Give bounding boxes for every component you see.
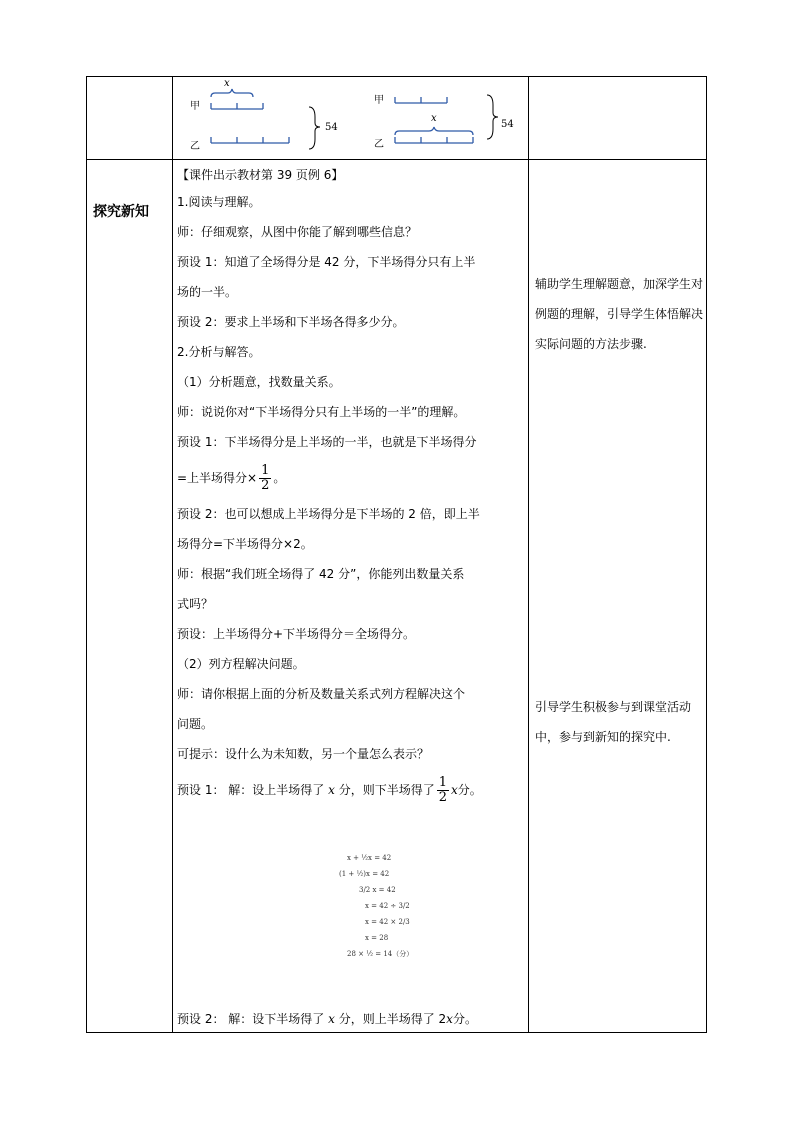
- text-segment: 预设 1： 解：设上半场得了: [177, 783, 325, 797]
- total-label: 54: [501, 119, 514, 130]
- fraction-numerator: 1: [261, 463, 270, 478]
- variable-x: x: [328, 1012, 335, 1026]
- fraction-one-half: [437, 776, 449, 805]
- text-line: 预设：上半场得分+下半场得分＝全场得分。: [177, 627, 416, 641]
- text-line: 可提示：设什么为未知数，另一个量怎么表示？: [177, 747, 430, 761]
- fraction-denominator: 2: [261, 478, 270, 493]
- text-segment: 分。: [452, 1012, 477, 1026]
- teaching-note: 辅助学生理解题意，加深学生对例题的理解，引导学生体悟解决实际问题的方法步骤.: [535, 277, 704, 351]
- text-line: 问题。: [177, 717, 214, 731]
- text-line: 预设 2：也可以想成上半场得分是下半场的 2 倍，即上半: [177, 507, 480, 521]
- variable-x: x: [446, 1012, 453, 1026]
- row-divider: [87, 159, 706, 160]
- category-label: 探究新知: [93, 204, 149, 220]
- text-segment: 分，则上半场得了 2: [338, 1012, 447, 1026]
- text-segment: 分，则下半场得了: [338, 783, 435, 797]
- text-segment: 分。: [457, 783, 482, 797]
- text-line: 预设 1：知道了全场得分是 42 分，下半场得分只有上半: [177, 255, 476, 269]
- text-line: 师：根据“我们班全场得了 42 分”，你能列出数量关系: [177, 567, 465, 581]
- segment-bars-left: [205, 85, 330, 155]
- text-line-with-fraction: [177, 457, 529, 499]
- text-line: 场的一半。: [177, 285, 238, 299]
- text-line: 【课件出示教材第 39 页例 6】: [177, 168, 344, 182]
- text-line: （2）列方程解决问题。: [177, 657, 305, 671]
- text-line: [177, 1004, 477, 1034]
- label-yi: 乙: [374, 139, 384, 150]
- lesson-table: [86, 76, 707, 1033]
- equation-line: x = 42 ÷ 3/2: [365, 902, 410, 910]
- label-yi: 乙: [190, 141, 200, 152]
- teaching-note: 引导学生积极参与到课堂活动中，参与到新知的探究中.: [535, 700, 692, 744]
- var-x-label: x: [431, 113, 437, 124]
- segment-bars-right: [391, 91, 503, 153]
- text-segment: 预设 2： 解：设下半场得了: [177, 1012, 325, 1026]
- equation-line: 3/2 x = 42: [359, 886, 396, 894]
- text-segment: 。: [273, 471, 286, 485]
- text-line: 师：请你根据上面的分析及数量关系式列方程解决这个: [177, 687, 466, 701]
- equation-line: (1 + ½)x = 42: [339, 870, 390, 878]
- text-line: （1）分析题意，找数量关系。: [177, 375, 341, 389]
- content-column: [177, 163, 529, 811]
- text-line: 师：说说你对“下半场得分只有上半场的一半”的理解。: [177, 405, 466, 419]
- equation-line: 28 × ½ = 14（分）: [347, 950, 414, 958]
- text-line: 2.分析与解答。: [177, 345, 261, 359]
- text-line-with-fraction: [177, 769, 529, 811]
- text-line: 师：仔细观察，从图中你能了解到哪些信息？: [177, 225, 418, 239]
- fraction-denominator: 2: [438, 790, 447, 805]
- total-label: 54: [325, 122, 338, 133]
- label-jia: 甲: [374, 95, 384, 106]
- text-line: 1.阅读与理解。: [177, 195, 261, 209]
- var-x-label: x: [224, 78, 230, 89]
- equation-line: x = 42 × 2/3: [365, 918, 410, 926]
- equation-solution: [333, 850, 443, 962]
- text-line: 预设 2：要求上半场和下半场各得多少分。: [177, 315, 405, 329]
- label-jia: 甲: [190, 101, 200, 112]
- column-divider: [172, 77, 173, 1032]
- text-line: 场得分=下半场得分×2。: [177, 537, 313, 551]
- text-line: 式吗？: [177, 597, 214, 611]
- fraction-numerator: 1: [438, 775, 447, 790]
- equation-line: x = 28: [365, 934, 389, 942]
- variable-x: x: [328, 783, 335, 797]
- variable-x: x: [451, 783, 458, 797]
- equation-line: x + ½x = 42: [347, 854, 392, 862]
- fraction-one-half: [259, 464, 271, 493]
- text-line: 预设 1：下半场得分是上半场的一半，也就是下半场得分: [177, 435, 477, 449]
- text-segment: =上半场得分×: [177, 471, 258, 485]
